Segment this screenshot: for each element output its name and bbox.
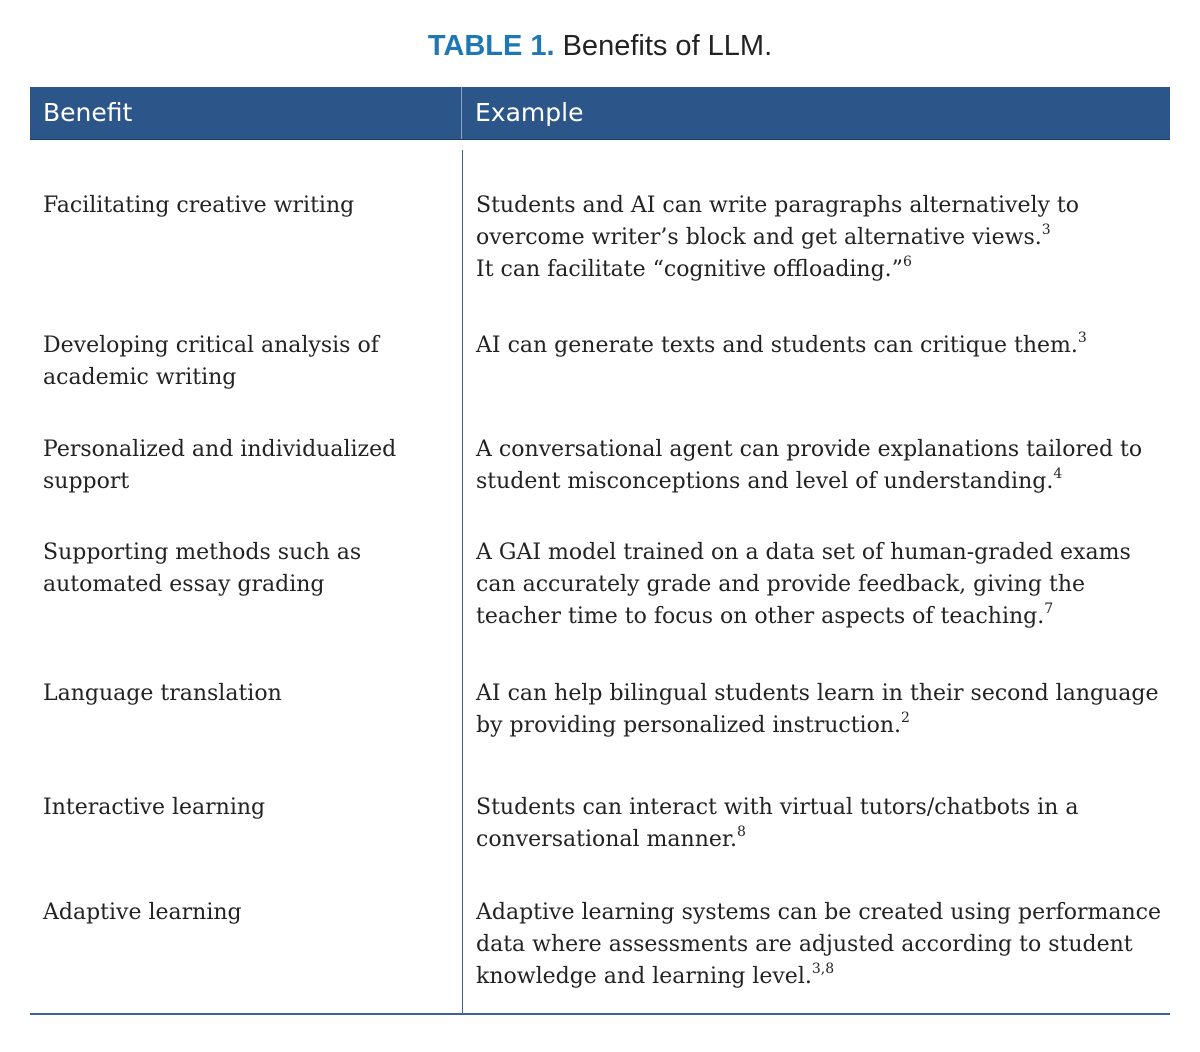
benefit-cell: Personalized and individualized support (43, 437, 397, 494)
example-cell (462, 537, 1170, 678)
benefits-table (30, 87, 1170, 1015)
table-header (30, 87, 1170, 140)
table-row (30, 792, 1170, 897)
example-text: It can facilitate “cognitive offloading.” (476, 257, 903, 282)
benefit-cell: Language translation (43, 681, 282, 706)
reference-number: 4 (1053, 466, 1063, 482)
example-cell (462, 792, 1170, 897)
benefit-cell: Interactive learning (43, 795, 266, 820)
benefit-cell: Adaptive learning (43, 900, 242, 925)
table-row (30, 190, 1170, 330)
example-text: AI can generate texts and students can critique them. (476, 333, 1078, 358)
benefit-cell: Developing critical analysis of academic writing (43, 333, 379, 390)
example-cell (462, 897, 1170, 1005)
reference-number: 7 (1044, 601, 1054, 617)
table-row (30, 434, 1170, 537)
table-body (30, 140, 1170, 1015)
table-row (30, 537, 1170, 678)
example-text: A GAI model trained on a data set of human-graded exams can accurately grade and provide feedback, giving the teacher time to focus on other aspects of teaching. (476, 540, 1131, 629)
reference-number: 6 (902, 254, 912, 270)
example-cell (462, 330, 1170, 434)
column-header-example: Example (475, 98, 584, 127)
example-cell (462, 190, 1170, 330)
reference-number: 3,8 (811, 961, 835, 977)
table-caption (0, 26, 1200, 66)
reference-number: 3 (1077, 330, 1087, 346)
reference-number: 8 (736, 824, 746, 840)
table-row (30, 678, 1170, 792)
table-number: TABLE 1. (427, 30, 555, 62)
reference-number: 2 (901, 710, 910, 726)
column-header-benefit: Benefit (30, 87, 462, 139)
reference-number: 3 (1041, 222, 1051, 238)
benefit-cell: Supporting methods such as automated essay grading (43, 540, 362, 597)
example-text: Students can interact with virtual tutors/chatbots in a conversational manner. (476, 795, 1079, 852)
benefit-cell: Facilitating creative writing (43, 193, 355, 218)
example-cell (462, 678, 1170, 792)
example-text: Students and AI can write paragraphs alternatively to overcome writer’s block and get alternative views. (476, 193, 1080, 250)
example-text: AI can help bilingual students learn in their second language by providing personalized instruction. (476, 681, 1159, 738)
column-divider (462, 150, 463, 1013)
example-text: A conversational agent can provide explanations tailored to student misconceptions and level of understanding. (476, 437, 1143, 494)
table-row (30, 330, 1170, 434)
table-title: Benefits of LLM. (562, 30, 773, 62)
example-text: Adaptive learning systems can be created using performance data where assessments are adjusted according to student knowledge and learning level. (476, 900, 1161, 989)
example-cell (462, 434, 1170, 537)
table-row (30, 897, 1170, 1005)
